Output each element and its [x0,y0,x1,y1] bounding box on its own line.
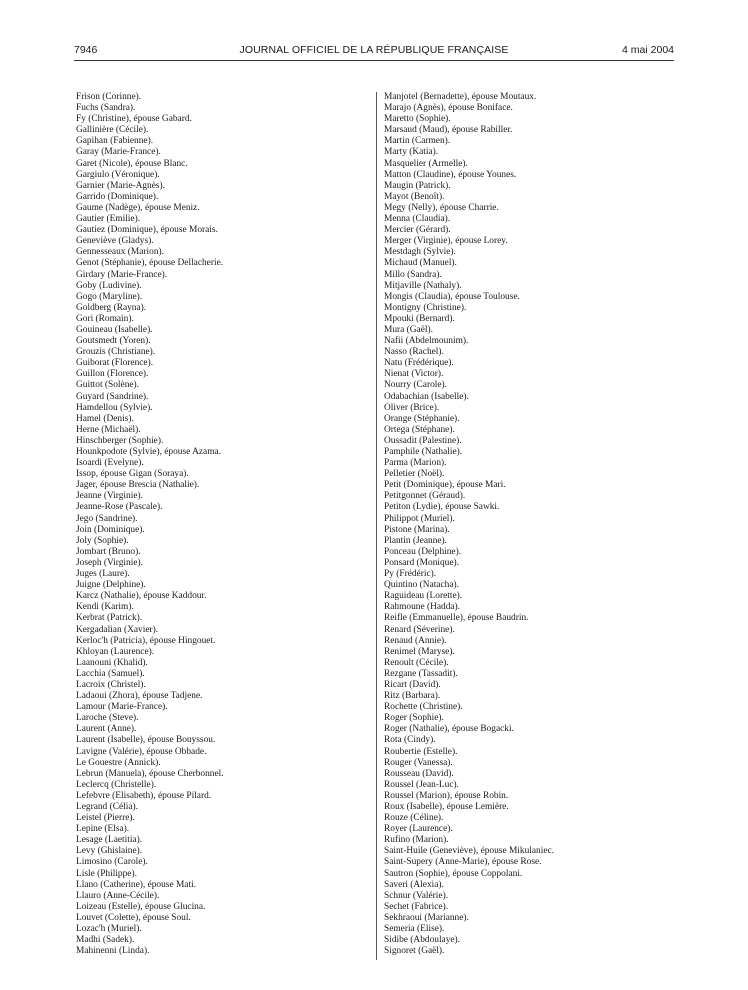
page-number: 7946 [74,44,98,56]
list-item: Gennesseaux (Marion). [76,247,164,258]
list-item: Rousseau (David). [384,768,454,779]
list-item: Lacroix (Christel). [76,679,146,690]
list-item: Karcz (Nathalie), épouse Kaddour. [76,591,207,602]
column-divider [376,92,377,960]
list-item: Gautier (Emilie). [76,214,141,225]
list-item: Limosino (Carole). [76,857,148,868]
list-item: Natu (Frédérique). [384,358,454,369]
list-item: Mura (Gaël). [384,324,433,335]
list-item: Ponsard (Monique). [384,557,459,568]
list-item: Laroche (Steve). [76,713,139,724]
list-item: Gouineau (Isabelle). [76,324,153,335]
list-item: Oliver (Brice). [384,402,440,413]
list-item: Join (Dominique). [76,524,145,535]
list-item: Goutsmedt (Yoren). [76,336,151,347]
page-header [74,44,674,60]
list-item: Menna (Claudia). [384,214,451,225]
list-item: Renimel (Maryse). [384,646,455,657]
list-item: Lamour (Marie-France). [76,702,168,713]
list-item: Matton (Claudine), épouse Younes. [384,169,517,180]
list-item: Laanouni (Khalid). [76,657,148,668]
list-item: Mahinenni (Linda). [76,946,150,957]
list-item: Roger (Nathalie), épouse Bogacki. [384,724,514,735]
list-item: Rochette (Christine). [384,702,463,713]
list-item: Lisle (Philippe). [76,868,137,879]
list-item: Legrand (Célia). [76,802,138,812]
list-item: Py (Frédéric). [384,569,437,580]
list-item: Khloyan (Laurence). [76,646,155,657]
list-item: Gautiez (Dominique), épouse Morais. [76,225,218,236]
list-item: Llauro (Anne-Cécile). [76,890,160,901]
list-item: Rahmoune (Hadda). [384,602,461,613]
list-item: Renoult (Cécile). [384,657,449,668]
list-item: Nourry (Carole). [384,380,447,391]
list-item: Saint-Supery (Anne-Marie), épouse Rose. [384,857,542,868]
list-item: Leclercq (Christelle). [76,779,157,790]
list-item: Pelletier (Noël). [384,469,445,480]
list-item: Hounkpodote (Sylvie), épouse Azama. [76,447,222,457]
list-item: Nasso (Rachel). [384,347,444,358]
list-item: Martin (Carmen). [384,136,451,147]
list-item: Ponceau (Delphine). [384,546,462,557]
list-item: Le Gouestre (Annick). [76,757,161,768]
list-item: Royer (Laurence). [384,824,453,835]
list-item: Mercier (Gérard). [384,225,451,236]
list-item: Nafii (Abdelmounim). [384,336,469,347]
list-item: Mitjaville (Nathaly). [384,280,462,291]
list-item: Juges (Laure). [76,569,130,580]
list-item: Ladaoui (Zhora), épouse Tadjene. [76,691,203,702]
list-item: Joseph (Virginie). [76,557,143,568]
list-item: Hamdellou (Sylvie). [76,402,153,413]
list-item: Philippot (Muriel). [384,513,455,524]
list-item: Orange (Stéphanie). [384,413,460,424]
list-item: Louvet (Colette), épouse Soul. [76,912,191,923]
list-item: Maretto (Sophie). [384,114,451,125]
list-item: Lefebvre (Elisabeth), épouse Pilard. [76,790,212,801]
list-item: Jego (Sandrine). [76,513,138,524]
list-item: Nienat (Victor). [384,369,444,380]
list-item: Megy (Nelly), épouse Charrie. [384,202,499,213]
list-item: Rouze (Céline). [384,813,444,824]
list-item: Gallinière (Cécile). [76,125,149,136]
list-item: Roussel (Jean-Luc). [384,779,459,790]
list-item: Roubertie (Estelle). [384,746,458,757]
list-item: Petiton (Lydie), épouse Sawki. [384,502,500,513]
list-item: Guiborat (Florence). [76,358,154,369]
list-item: Mestdagh (Sylvie). [384,247,456,258]
list-item: Montigny (Christine). [384,302,467,313]
list-item: Rufino (Marion). [384,835,449,846]
list-item: Jager, épouse Brescia (Nathalie). [76,480,200,491]
list-item: Rouger (Vanessa). [384,757,453,768]
list-item: Roux (Isabelle), épouse Lemière. [384,802,509,812]
list-item: Plantin (Jeanne). [384,535,448,546]
list-item: Llano (Catherine), épouse Mati. [76,879,197,890]
list-item: Garet (Nicole), épouse Blanc. [76,158,188,169]
list-item: Goby (Ludivine). [76,280,142,291]
list-item: Hinschberger (Sophie). [76,435,164,446]
list-item: Saint-Huile (Geneviève), épouse Mikulaniec. [384,846,554,857]
list-item: Laurent (Anne). [76,724,137,735]
list-item: Quintino (Natacha). [384,580,459,591]
list-item: Marty (Katia). [384,147,439,158]
list-item: Roger (Sophie). [384,713,444,724]
list-item: Issop, épouse Gigan (Soraya). [76,469,189,480]
list-item: Maugin (Patrick). [384,180,451,191]
list-item: Marsaud (Maud), épouse Rabiller. [384,125,513,136]
list-item: Rota (Cindy). [384,735,436,746]
list-item: Geneviève (Gladys). [76,236,154,247]
list-item: Gaume (Nadège), épouse Meniz. [76,202,200,213]
list-item: Sekhraoui (Marianne). [384,912,469,923]
list-item: Gapihan (Fabienne). [76,136,154,147]
list-item: Merger (Virginie), épouse Lorey. [384,236,508,247]
list-item: Loizeau (Estelle), épouse Glucina. [76,901,206,912]
list-item: Juigne (Delphine). [76,580,146,591]
list-item: Jeanne-Rose (Pascale). [76,502,163,513]
list-item: Kendi (Karim). [76,602,134,613]
list-item: Grouzis (Christiane). [76,347,156,358]
list-item: Lesage (Laetitia). [76,835,143,846]
list-item: Reifle (Emmanuelle), épouse Baudrin. [384,613,529,624]
list-item: Schnur (Valérie). [384,890,449,901]
list-item: Ritz (Barbara). [384,691,441,702]
list-item: Millo (Sandra). [384,269,442,280]
list-item: Raguideau (Lorette). [384,591,463,602]
list-item: Genot (Stéphanie), épouse Dellacherie. [76,258,224,269]
issue-date: 4 mai 2004 [622,44,674,56]
list-item: Herne (Michaël). [76,424,141,435]
list-item: Jombart (Bruno). [76,546,141,557]
list-item: Michaud (Manuel). [384,258,457,269]
list-item: Oussadit (Palestine). [384,435,462,446]
list-item: Garay (Marie-France). [76,147,161,158]
list-item: Mpouki (Bernard). [384,313,455,324]
list-item: Parma (Marion). [384,458,447,469]
list-item: Laurent (Isabelle), épouse Bouyssou. [76,735,216,746]
list-item: Goldberg (Rayna). [76,302,147,313]
list-item: Garrido (Dominique). [76,191,159,202]
list-item: Kergadalian (Xavier). [76,624,159,635]
journal-title: JOURNAL OFFICIEL DE LA RÉPUBLIQUE FRANÇAISE [239,44,509,56]
list-item: Levy (Ghislaine). [76,846,143,857]
list-item: Fuchs (Sandra). [76,103,136,114]
list-item: Ortega (Stéphane). [384,424,455,435]
list-item: Lacchia (Samuel). [76,668,145,679]
list-item: Sidibe (Abdoulaye). [384,935,461,946]
list-item: Manjotel (Bernadette), épouse Moutaux. [384,92,537,102]
list-item: Marajo (Agnès), épouse Boniface. [384,103,513,114]
list-item: Lavigne (Valérie), épouse Obbade. [76,746,207,757]
list-item: Guyard (Sandrine). [76,391,149,402]
list-item: Renaud (Annie). [384,635,447,646]
list-item: Kerloc'h (Patricia), épouse Hingouet. [76,635,216,646]
list-item: Leistel (Pierre). [76,813,135,824]
list-item: Rezgane (Tassadit). [384,668,458,679]
list-item: Madhi (Sadek). [76,935,135,946]
list-item: Lozac'h (Muriel). [76,924,142,935]
list-item: Guillon (Florence). [76,369,149,380]
list-item: Garnier (Marie-Agnès). [76,180,166,191]
list-item: Guittot (Solène). [76,380,140,391]
list-item: Fy (Christine), épouse Gabard. [76,114,192,125]
list-item: Petitgonnet (Géraud). [384,491,466,502]
list-item: Gogo (Maryline). [76,291,143,302]
list-item: Mongis (Claudia), épouse Toulouse. [384,291,520,302]
list-item: Renard (Séverine). [384,624,455,635]
list-item: Pistone (Marina). [384,524,450,535]
list-item: Masquelier (Armelle). [384,158,468,169]
list-item: Mayot (Benoît). [384,191,445,202]
list-item: Sechet (Fabrice). [384,901,449,912]
list-item: Joly (Sophie). [76,535,129,546]
list-item: Isoardi (Evelyne). [76,458,144,469]
list-item: Roussel (Marion), épouse Robin. [384,790,509,801]
list-item: Gargiulo (Véronique). [76,169,160,180]
list-item: Lebrun (Manuela), épouse Cherbonnel. [76,768,224,779]
list-item: Kerbrat (Patrick). [76,613,143,624]
left-column-name-list [76,92,366,957]
list-item: Girdary (Marie-France). [76,269,168,280]
list-item: Gori (Romain). [76,313,134,324]
list-item: Odabachian (Isabelle). [384,391,469,402]
list-item: Hamel (Denis). [76,413,134,424]
list-item: Semeria (Elise). [384,924,445,935]
list-item: Jeanne (Virginie). [76,491,143,502]
list-item: Pamphile (Nathalie). [384,447,463,457]
right-column-name-list [384,92,684,957]
list-item: Sautron (Sophie), épouse Coppolani. [384,868,523,879]
header-rule [74,60,674,61]
list-item: Saveri (Alexia). [384,879,444,890]
list-item: Frison (Corinne). [76,92,142,102]
list-item: Petit (Dominique), épouse Mari. [384,480,506,491]
list-item: Ricart (David). [384,679,441,690]
list-item: Lepine (Elsa). [76,824,130,835]
list-item: Signoret (Gaël). [384,946,445,957]
